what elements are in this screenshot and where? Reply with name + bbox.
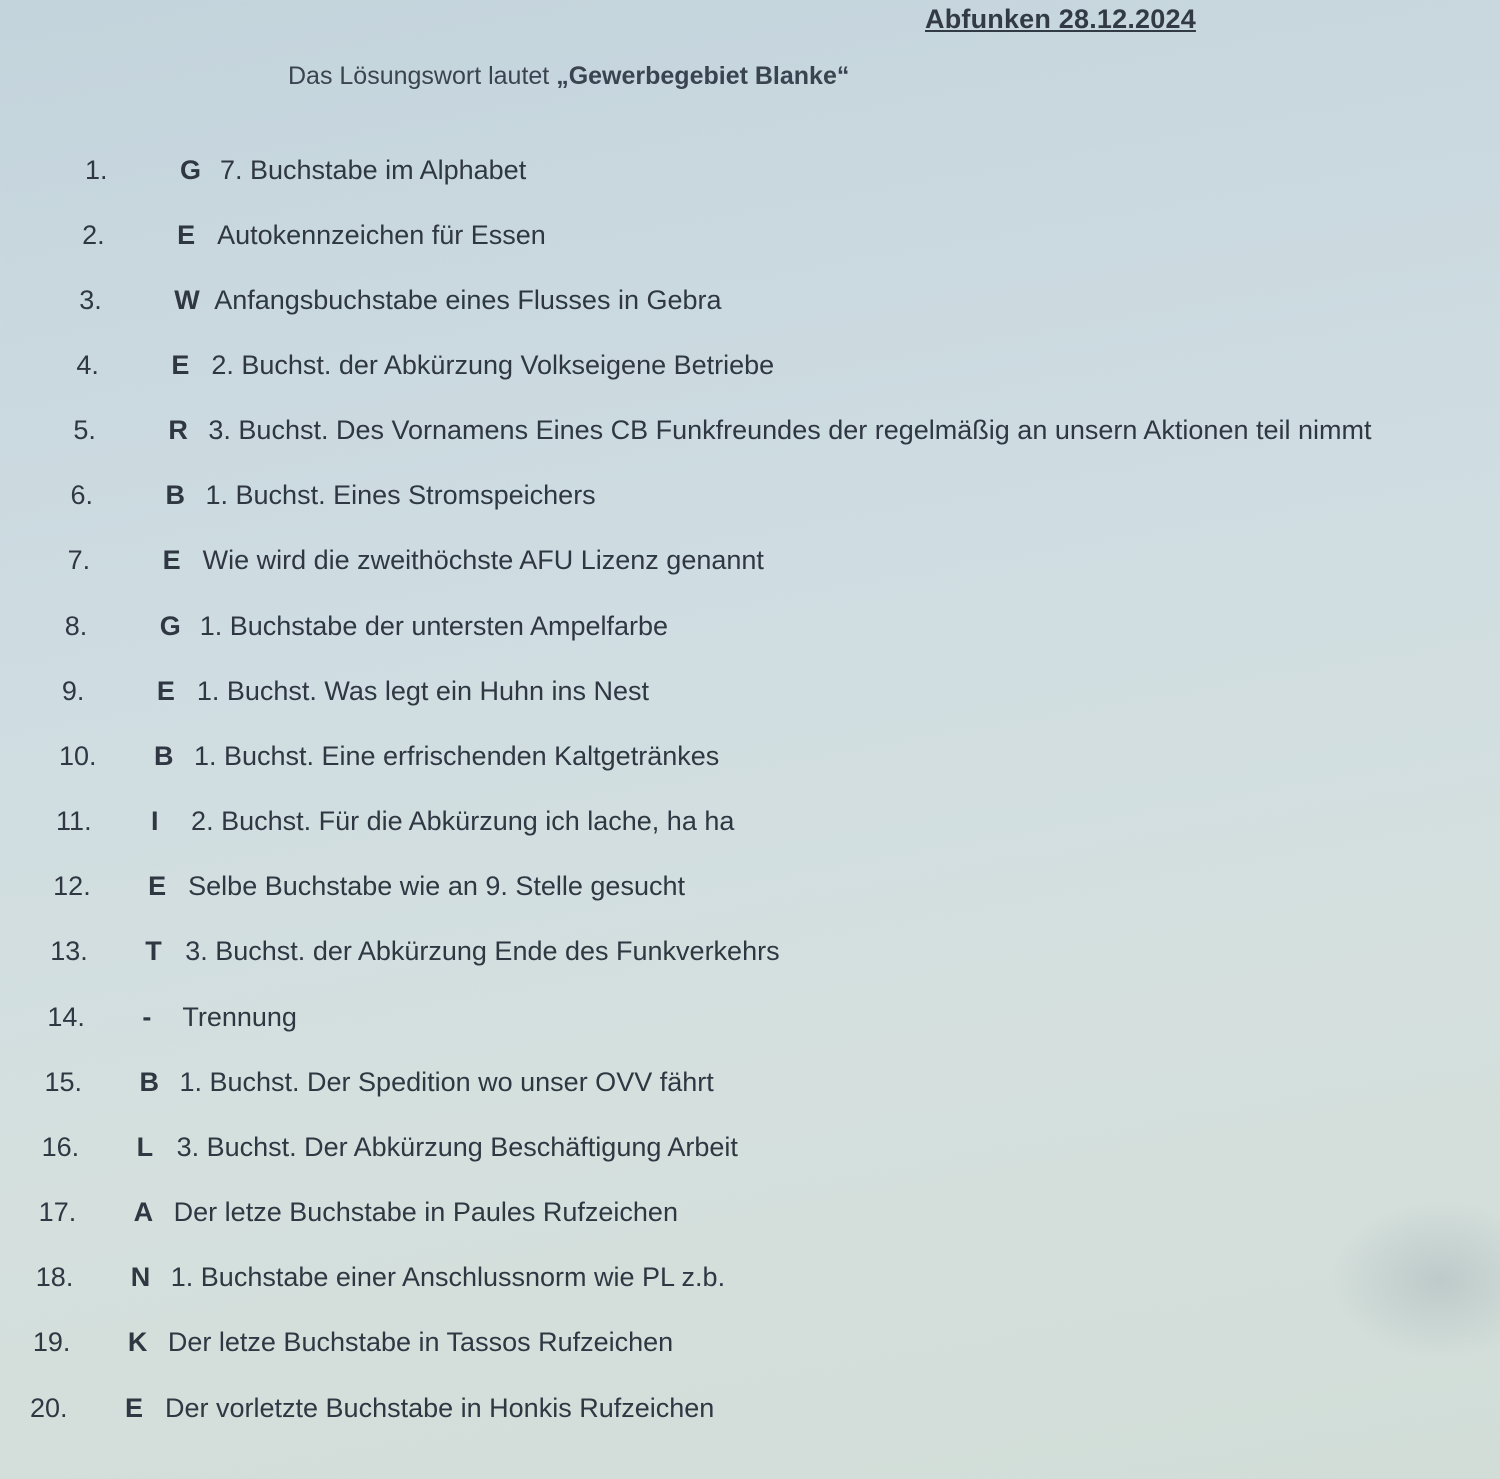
item-letter: N xyxy=(130,1262,151,1293)
item-letter: E xyxy=(177,219,196,250)
item-letter: B xyxy=(139,1066,159,1097)
list-item xyxy=(47,997,297,1037)
item-letter: E xyxy=(171,349,190,380)
item-number: 6. xyxy=(70,480,94,511)
item-letter: L xyxy=(136,1131,154,1162)
item-clue: 3. Buchst. der Abkürzung Ende des Funkverkehrs xyxy=(185,936,780,967)
list-item xyxy=(79,280,721,320)
list-item xyxy=(76,345,774,385)
list-item xyxy=(85,150,526,190)
item-clue: Trennung xyxy=(182,1001,297,1032)
item-clue: Der letze Buchstabe in Paules Rufzeichen xyxy=(173,1197,678,1228)
list-item xyxy=(42,1127,738,1167)
item-number: 8. xyxy=(64,610,88,641)
item-number: 14. xyxy=(47,1001,85,1032)
item-clue: 1. Buchst. Was legt ein Huhn ins Nest xyxy=(196,675,650,706)
item-letter: B xyxy=(165,480,186,511)
item-letter: B xyxy=(153,740,174,771)
item-number: 9. xyxy=(61,675,85,706)
item-letter: G xyxy=(159,610,181,641)
item-number: 4. xyxy=(76,349,99,380)
list-item xyxy=(73,411,1371,451)
list-item xyxy=(62,671,649,711)
solution-prefix: Das Lösungswort lautet xyxy=(288,62,557,90)
item-clue: Wie wird die zweithöchste AFU Lizenz genannt xyxy=(202,545,764,576)
item-letter: E xyxy=(125,1392,144,1423)
item-clue: 3. Buchst. Der Abkürzung Beschäftigung Arbeit xyxy=(176,1131,738,1162)
item-clue: 1. Buchst. Eines Stromspeichers xyxy=(205,480,596,511)
item-number: 5. xyxy=(73,415,96,446)
page-title: Abfunken 28.12.2024 xyxy=(925,4,1196,34)
list-item xyxy=(68,541,764,581)
item-clue: 1. Buchstabe einer Anschlussnorm wie PL z.b. xyxy=(170,1262,726,1293)
item-number: 19. xyxy=(32,1327,71,1358)
item-letter: I xyxy=(151,806,159,837)
list-item xyxy=(30,1388,714,1428)
item-letter: A xyxy=(133,1197,154,1228)
item-number: 11. xyxy=(56,806,92,837)
item-letter: K xyxy=(127,1327,148,1358)
list-item xyxy=(39,1193,678,1233)
item-number: 12. xyxy=(53,871,91,902)
item-number: 10. xyxy=(58,740,97,771)
list-item xyxy=(36,1258,725,1298)
item-letter: E xyxy=(156,675,175,706)
item-number: 2. xyxy=(82,219,105,250)
item-clue: 1. Buchst. Der Spedition wo unser OVV fährt xyxy=(179,1066,714,1097)
solution-word: „Gewerbegebiet Blanke“ xyxy=(556,62,850,90)
list-item xyxy=(65,606,668,646)
item-clue: 1. Buchst. Eine erfrischenden Kaltgetränkes xyxy=(193,740,720,771)
list-item xyxy=(44,1062,713,1102)
item-letter: G xyxy=(180,154,202,185)
paper-shadow xyxy=(1330,1200,1500,1360)
item-number: 17. xyxy=(38,1197,77,1228)
list-item xyxy=(59,736,719,776)
item-clue: 2. Buchst. Für die Abkürzung ich lache, ha ha xyxy=(191,806,735,837)
item-letter: T xyxy=(145,936,162,967)
list-item xyxy=(33,1323,673,1363)
item-letter: - xyxy=(142,1001,152,1032)
item-letter: W xyxy=(174,284,200,315)
item-clue: 3. Buchst. Des Vornamens Eines CB Funkfreundes der regelmäßig an unsern Aktionen teil nimmt xyxy=(208,415,1372,446)
list-item xyxy=(56,802,734,842)
list-item xyxy=(71,476,596,516)
item-number: 20. xyxy=(30,1392,68,1423)
list-item xyxy=(82,215,546,255)
item-number: 15. xyxy=(44,1066,83,1097)
list-item xyxy=(50,932,779,972)
item-number: 16. xyxy=(41,1131,80,1162)
item-number: 1. xyxy=(85,154,108,185)
solution-sentence xyxy=(288,62,849,91)
item-clue: Selbe Buchstabe wie an 9. Stelle gesucht xyxy=(188,871,685,902)
item-clue: Der letze Buchstabe in Tassos Rufzeichen xyxy=(167,1327,674,1358)
item-number: 3. xyxy=(79,284,102,315)
item-letter: E xyxy=(148,871,167,902)
item-number: 18. xyxy=(35,1262,74,1293)
item-clue: Anfangsbuchstabe eines Flusses in Gebra xyxy=(214,284,722,315)
item-letter: R xyxy=(168,415,188,446)
item-clue: Autokennzeichen für Essen xyxy=(217,219,546,250)
item-clue: 1. Buchstabe der untersten Ampelfarbe xyxy=(199,610,669,641)
item-number: 7. xyxy=(67,545,91,576)
item-number: 13. xyxy=(50,936,88,967)
item-letter: E xyxy=(162,545,181,576)
item-clue: 7. Buchstabe im Alphabet xyxy=(220,154,527,185)
list-item xyxy=(53,867,685,907)
item-clue: Der vorletzte Buchstabe in Honkis Rufzeichen xyxy=(165,1392,715,1423)
item-clue: 2. Buchst. der Abkürzung Volkseigene Betriebe xyxy=(211,349,775,380)
